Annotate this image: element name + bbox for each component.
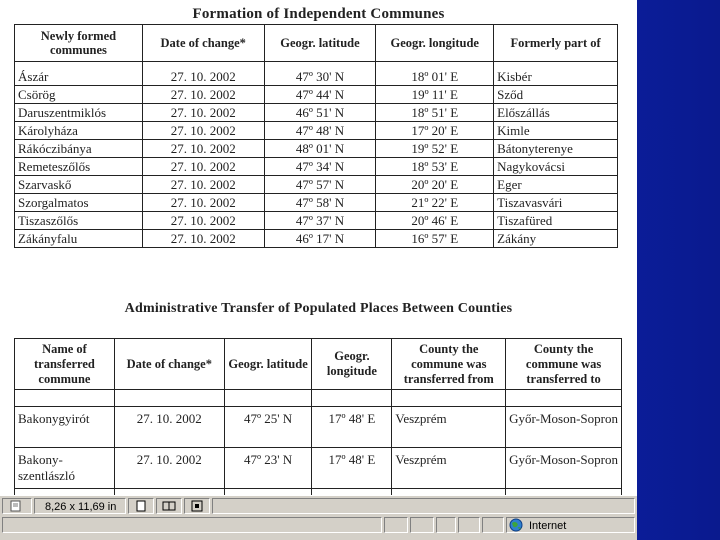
table-row xyxy=(15,86,618,104)
table-cell: 27. 10. 2002 xyxy=(142,104,264,122)
column-header: Geogr. longitude xyxy=(312,339,392,390)
status-pane xyxy=(436,517,456,533)
column-header: County the commune was transferred to xyxy=(506,339,622,390)
table-cell: 47º 34' N xyxy=(264,158,376,176)
table-row xyxy=(15,140,618,158)
table-cell: 47º 25' N xyxy=(224,407,312,448)
table-row xyxy=(15,68,618,86)
table-cell: 27. 10. 2002 xyxy=(114,407,224,448)
table-cell: 47º 58' N xyxy=(264,194,376,212)
table-cell: Kimle xyxy=(494,122,618,140)
table-cell: Előszállás xyxy=(494,104,618,122)
table-cell: Bakonygyirót xyxy=(15,407,115,448)
table-cell: Nagykovácsi xyxy=(494,158,618,176)
document-icon xyxy=(9,500,23,512)
status-message-pane xyxy=(2,517,382,533)
table-cell: 47º 30' N xyxy=(264,68,376,86)
status-bar-top xyxy=(0,495,637,516)
table-cell: 27. 10. 2002 xyxy=(142,212,264,230)
column-header: Date of change* xyxy=(142,25,264,62)
status-pane xyxy=(482,517,504,533)
table-cell: 18º 01' E xyxy=(376,68,494,86)
table-cell: Eger xyxy=(494,176,618,194)
spacer-row xyxy=(15,390,622,407)
status-bar xyxy=(0,495,637,540)
table-cell: Veszprém xyxy=(392,448,506,489)
table-cell: 27. 10. 2002 xyxy=(142,140,264,158)
table-cell: Bakony-szentlászló xyxy=(15,448,115,489)
table-cell: Szarvaskő xyxy=(15,176,143,194)
table-cell: Sződ xyxy=(494,86,618,104)
table-cell: 27. 10. 2002 xyxy=(142,122,264,140)
table-cell: 47º 23' N xyxy=(224,448,312,489)
table-row xyxy=(15,122,618,140)
table-cell: Győr-Moson-Sopron xyxy=(506,448,622,489)
table-header-row xyxy=(15,339,622,390)
table-cell: 20º 20' E xyxy=(376,176,494,194)
table-row xyxy=(15,104,618,122)
table-cell: Kisbér xyxy=(494,68,618,86)
page-width-icon xyxy=(162,500,176,512)
table-cell: Tiszafüred xyxy=(494,212,618,230)
status-pane[interactable] xyxy=(128,498,154,514)
table-row xyxy=(15,176,618,194)
table-row xyxy=(15,448,622,489)
fit-page-icon xyxy=(190,500,204,512)
table-row xyxy=(15,407,622,448)
table-cell: 20º 46' E xyxy=(376,212,494,230)
column-header: Formerly part of xyxy=(494,25,618,62)
table-cell: 47º 57' N xyxy=(264,176,376,194)
table-cell: Csörög xyxy=(15,86,143,104)
communes-table xyxy=(14,24,618,248)
table-row xyxy=(15,194,618,212)
security-zone: Internet xyxy=(506,517,635,533)
table-cell: Bátonyterenye xyxy=(494,140,618,158)
table-cell: Daruszentmiklós xyxy=(15,104,143,122)
column-header: Geogr. latitude xyxy=(224,339,312,390)
table-cell: 46º 51' N xyxy=(264,104,376,122)
table-header-row xyxy=(15,25,618,62)
status-pane xyxy=(458,517,480,533)
table-cell: 21º 22' E xyxy=(376,194,494,212)
table-cell: 27. 10. 2002 xyxy=(142,176,264,194)
status-pane[interactable] xyxy=(156,498,182,514)
column-header: Newly formed communes xyxy=(15,25,143,62)
table-cell: 17º 48' E xyxy=(312,448,392,489)
table-cell: 17º 20' E xyxy=(376,122,494,140)
table-cell: 46º 17' N xyxy=(264,230,376,248)
table-cell: Szorgalmatos xyxy=(15,194,143,212)
table-cell: 27. 10. 2002 xyxy=(142,158,264,176)
status-pane[interactable] xyxy=(184,498,210,514)
table-cell: 47º 44' N xyxy=(264,86,376,104)
column-header: Name of transferred commune xyxy=(15,339,115,390)
table-cell: Károlyháza xyxy=(15,122,143,140)
browser-status-strip xyxy=(0,515,637,540)
table-row xyxy=(15,212,618,230)
table-cell: 19º 11' E xyxy=(376,86,494,104)
table-cell: Rákóczibánya xyxy=(15,140,143,158)
table-cell: Zákány xyxy=(494,230,618,248)
status-pane xyxy=(212,498,635,514)
table-2-title: Administrative Transfer of Populated Places Between Counties xyxy=(124,301,513,316)
table-cell: 18º 53' E xyxy=(376,158,494,176)
page-size-readout: 8,26 x 11,69 in xyxy=(34,498,126,514)
status-pane xyxy=(2,498,32,514)
table-cell: Ászár xyxy=(15,68,143,86)
table-cell: 27. 10. 2002 xyxy=(142,86,264,104)
column-header: Geogr. longitude xyxy=(376,25,494,62)
table-cell: 17º 48' E xyxy=(312,407,392,448)
status-pane xyxy=(384,517,408,533)
table-cell: Tiszaszőlős xyxy=(15,212,143,230)
single-page-icon xyxy=(134,500,148,512)
table-cell: 27. 10. 2002 xyxy=(142,230,264,248)
table-cell: 47º 37' N xyxy=(264,212,376,230)
table-cell: Tiszavasvári xyxy=(494,194,618,212)
table-1-title: Formation of Independent Communes xyxy=(192,6,445,22)
table-cell: 19º 52' E xyxy=(376,140,494,158)
table-cell: Remeteszőlős xyxy=(15,158,143,176)
internet-globe-icon xyxy=(509,518,523,532)
column-header: Geogr. latitude xyxy=(264,25,376,62)
table-cell: 48º 01' N xyxy=(264,140,376,158)
table-row xyxy=(15,230,618,248)
status-pane xyxy=(410,517,434,533)
column-header: County the commune was transferred from xyxy=(392,339,506,390)
table-cell: Veszprém xyxy=(392,407,506,448)
table-cell: Győr-Moson-Sopron xyxy=(506,407,622,448)
table-cell: Zákányfalu xyxy=(15,230,143,248)
table-row xyxy=(15,158,618,176)
table-cell: 27. 10. 2002 xyxy=(142,68,264,86)
table-cell: 18º 51' E xyxy=(376,104,494,122)
column-header: Date of change* xyxy=(114,339,224,390)
table-cell: 27. 10. 2002 xyxy=(114,448,224,489)
table-cell: 27. 10. 2002 xyxy=(142,194,264,212)
table-cell: 47º 48' N xyxy=(264,122,376,140)
table-cell: 16º 57' E xyxy=(376,230,494,248)
